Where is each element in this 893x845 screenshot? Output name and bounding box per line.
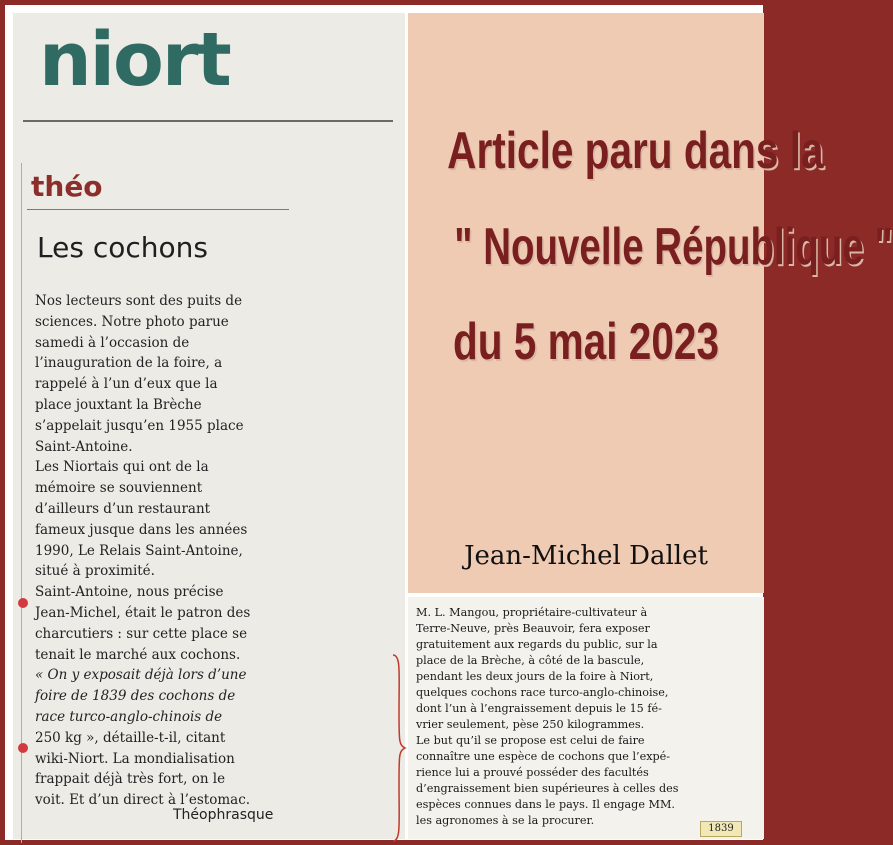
article-quote-line: race turco-anglo-chinois de: [35, 708, 223, 725]
archive-line: Terre-Neuve, près Beauvoir, fera exposer: [416, 622, 650, 635]
title-panel: [408, 13, 893, 593]
curly-bracket-icon: [391, 653, 407, 843]
archive-line: Le but qu’il se propose est celui de faire: [416, 734, 645, 747]
article-line: Jean-Michel, était le patron des: [35, 604, 251, 621]
article-line: voit. Et d’un direct à l’estomac.: [35, 792, 251, 809]
article-line: 250 kg », détaille-t-il, citant: [35, 729, 226, 746]
highlight-bullet-dot: [18, 598, 28, 608]
article-line: charcutiers : sur cette place se: [35, 625, 248, 642]
archive-text: [416, 605, 760, 829]
title-line-3: du 5 mai 2023: [452, 313, 720, 371]
article-line: wiki-Niort. La mondialisation: [35, 750, 235, 767]
article-line: Saint-Antoine.: [35, 438, 133, 455]
author-name: Jean-Michel Dallet: [464, 541, 708, 571]
article-line: fameux jusque dans les années: [35, 521, 248, 538]
article-line: 1990, Le Relais Saint-Antoine,: [35, 542, 243, 559]
article-body: [35, 291, 305, 811]
article-line: samedi à l’occasion de: [35, 334, 190, 351]
column-name: théo: [31, 170, 103, 203]
archive-line: quelques cochons race turco-anglo-chinoise,: [416, 686, 669, 699]
article-line: place jouxtant la Brèche: [35, 396, 202, 413]
article-line: sciences. Notre photo parue: [35, 313, 229, 330]
archive-line: gratuitement aux regards du public, sur la: [416, 638, 658, 651]
masthead-divider: [23, 120, 393, 122]
archive-line: les agronomes à se la procurer.: [416, 814, 595, 827]
column-divider: [21, 163, 22, 843]
year-label: 1839: [700, 821, 742, 837]
article-quote-line: « On y exposait déjà lors d’une: [35, 667, 247, 684]
article-line: mémoire se souviennent: [35, 480, 203, 497]
article-line: Nos lecteurs sont des puits de: [35, 293, 243, 309]
newspaper-masthead: niort: [39, 17, 230, 103]
archive-line: dont l’un à l’engraissement depuis le 15 fé-: [416, 702, 662, 715]
article-signature: Théophrasque: [173, 807, 274, 823]
archive-line: M. L. Mangou, propriétaire-cultivateur à: [416, 606, 648, 619]
article-line: l’inauguration de la foire, a: [35, 355, 223, 372]
article-quote-line: foire de 1839 des cochons de: [35, 688, 236, 705]
archive-line: vrier seulement, pèse 250 kilogrammes.: [416, 718, 645, 731]
archive-excerpt: [408, 597, 764, 839]
highlight-bullet-dot: [18, 743, 28, 753]
archive-line: rience lui a prouvé posséder des facultés: [416, 766, 649, 779]
article-line: Les Niortais qui ont de la: [35, 459, 209, 476]
archive-line: connaître une espèce de cochons que l’expé-: [416, 750, 671, 763]
article-line: Saint-Antoine, nous précise: [35, 584, 224, 601]
archive-line: place de la Brèche, à côté de la bascule,: [416, 654, 645, 667]
article-line: d’ailleurs d’un restaurant: [35, 500, 211, 517]
image-frame: [5, 5, 893, 840]
article-line: tenait le marché aux cochons.: [35, 646, 241, 663]
article-headline: Les cochons: [37, 231, 208, 264]
article-line: frappait déjà très fort, on le: [35, 771, 226, 788]
archive-line: pendant les deux jours de la foire à Niort,: [416, 670, 654, 683]
archive-line: d’engraissement bien supérieures à celles des: [416, 782, 679, 795]
article-line: s’appelait jusqu’en 1955 place: [35, 417, 244, 434]
newspaper-clipping: [13, 13, 405, 839]
column-name-divider: [27, 209, 289, 210]
title-line-2: " Nouvelle République ": [454, 218, 893, 276]
title-line-1: Article paru dans la: [447, 122, 824, 180]
article-line: situé à proximité.: [35, 563, 155, 580]
article-line: rappelé à l’un d’eux que la: [35, 376, 218, 393]
archive-line: espèces connues dans le pays. Il engage MM.: [416, 798, 675, 811]
